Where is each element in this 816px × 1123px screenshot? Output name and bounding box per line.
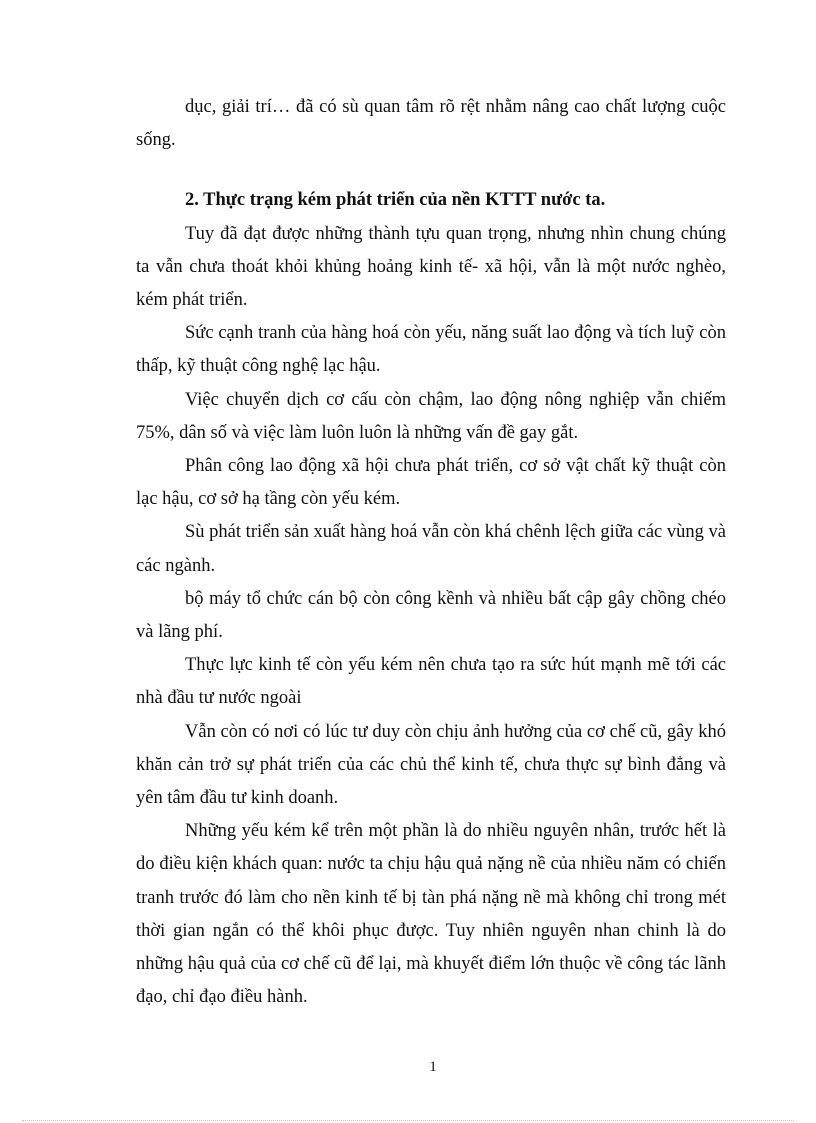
paragraph-5: Sù phát triển sản xuất hàng hoá vẫn còn khá chênh lệch giữa các vùng và các ngành. [136,522,726,576]
paragraph-3: Việc chuyển dịch cơ cấu còn chậm, lao động nông nghiệp vẫn chiếm 75%, dân số và việc làm luôn luôn là những vấn đề gay gắt. [136,389,726,443]
section-heading: 2. Thực trạng kém phát triển của nền KTTT nước ta. [185,190,606,211]
paragraph-9: Những yếu kém kể trên một phần là do nhiều nguyên nhân, trước hết là do điều kiện khách quan: nước ta chịu hậu quả nặng nề của nhiều năm có chiến tranh trước đó làm cho nền kinh tế bị tàn phá nặng nề mà không chỉ trong mét thời gian ngắn có thể khôi phục được. Tuy nhiên nguyên nhan chinh là do những hậu quả của cơ chế cũ để lại, mà khuyết điểm lớn thuộc về công tác lãnh đạo, chỉ đạo điều hành. [136,821,726,1008]
body-text [136,91,726,1014]
paragraph-1: Tuy đã đạt được những thành tựu quan trọng, nhưng nhìn chung chúng ta vẫn chưa thoát khỏi khủng hoảng kinh tế- xã hội, vẫn là một nước nghèo, kém phát triển. [136,223,726,311]
paragraph-7: Thực lực kinh tế còn yếu kém nên chưa tạo ra sức hút mạnh mẽ tới các nhà đầu tư nước ngoài [136,655,726,709]
page-number: 1 [429,1059,437,1075]
paragraph-8: Vẫn còn có nơi có lúc tư duy còn chịu ảnh hưởng của cơ chế cũ, gây khó khăn cản trở sự phát triển của các chủ thể kinh tế, chưa thực sự bình đẳng và yên tâm đầu tư kinh doanh. [136,721,726,809]
paragraph-4: Phân công lao động xã hội chưa phát triển, cơ sở vật chất kỹ thuật còn lạc hậu, cơ sở hạ tầng còn yếu kém. [136,456,726,510]
paragraph-2: Sức cạnh tranh của hàng hoá còn yếu, năng suất lao động và tích luỹ còn thấp, kỹ thuật công nghệ lạc hậu. [136,323,726,377]
page-bottom-divider [22,1120,794,1121]
continued-paragraph: dục, giải trí… đã có sù quan tâm rõ rệt nhằm nâng cao chất lượng cuộc sống. [136,97,726,151]
paragraph-6: bộ máy tổ chức cán bộ còn công kềnh và nhiều bất cập gây chồng chéo và lãng phí. [136,588,726,643]
